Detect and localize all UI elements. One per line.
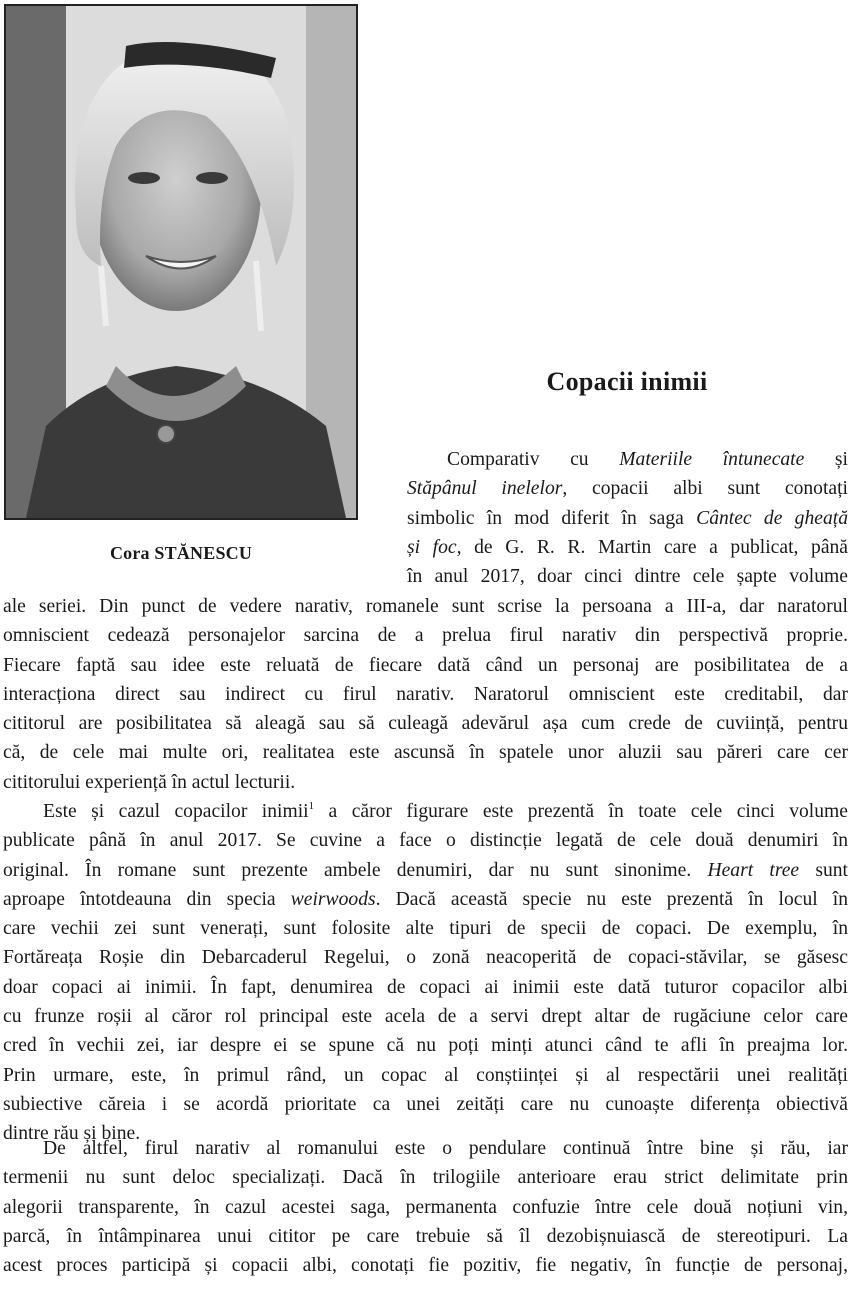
- text-segment: publicate până în anul 2017. Se cuvine a face o distincție legată de cele două denumiri în: [3, 830, 848, 852]
- text-line: [3, 680, 848, 709]
- author-name: Cora STĂNESCU: [109, 543, 253, 563]
- text-segment: omniscient cedează personajelor sarcina de a prelua firul narativ din perspectivă proprie.: [3, 625, 848, 647]
- paragraph-2: [3, 797, 848, 1149]
- text-segment: cu frunze roșii al căror rol principal este acela de a servi drept altar de rugăciune celor care: [3, 1006, 848, 1028]
- text-segment: dintre rău și bine.: [3, 1123, 141, 1145]
- text-segment: Stăpânul inelelor: [407, 478, 563, 500]
- text-segment: parcă, în întâmpinarea unui cititor pe care trebuie să îl dezobișnuiască de stereotipuri. La: [3, 1225, 848, 1247]
- text-segment: acest proces participă și copacii albi, conotați fie pozitiv, fie negativ, în funcție de personaj,: [3, 1255, 848, 1277]
- text-segment: Materiile întunecate: [619, 449, 805, 470]
- text-line: [407, 504, 848, 533]
- text-segment: și foc,: [407, 536, 462, 558]
- text-line: [3, 943, 848, 972]
- text-segment: ale seriei. Din punct de vedere narativ, romanele sunt scrise la persoana a III-a, dar naratorul: [3, 596, 848, 617]
- footnote-marker: 1: [308, 800, 315, 812]
- text-segment: cred în vechii zei, iar despre ei se spune că nu poți minți atunci când te afli în preajma lor.: [3, 1035, 848, 1057]
- text-segment: Este și cazul copacilor inimii: [43, 801, 309, 822]
- text-segment: în anul 2017, doar cinci dintre cele șapte volume: [407, 566, 848, 588]
- text-segment: Cântec de gheață: [696, 507, 848, 529]
- text-line: [407, 474, 848, 503]
- text-line: [3, 1061, 848, 1090]
- text-segment: că, de cele mai multe ori, realitatea este ascunsă în spatele unor aluzii sau păreri care cer: [3, 742, 848, 764]
- text-segment: Heart tree: [707, 859, 800, 881]
- text-line: [407, 533, 848, 562]
- paragraph-3: [3, 1134, 848, 1280]
- text-line: [3, 1134, 848, 1163]
- text-line: [3, 885, 848, 914]
- text-line: [3, 621, 848, 650]
- text-segment: original. În romane sunt prezente ambele denumiri, dar nu sunt sinonime.: [3, 859, 708, 881]
- text-line: [3, 709, 848, 738]
- text-segment: Fortăreața Roșie din Debarcaderul Regelui, o zonă neacoperită de copaci-stăvilar, se găsesc: [3, 947, 848, 969]
- text-line: [3, 797, 848, 826]
- text-segment: termenii nu sunt deloc specializați. Dacă în trilogiile anterioare erau strict delimitate prin: [3, 1167, 848, 1189]
- text-segment: cititorul are posibilitatea să aleagă sau să culeagă adevărul așa cum crede de cuviință, pentru: [3, 713, 848, 735]
- text-line: [3, 914, 848, 943]
- text-segment: simbolic în mod diferit în saga: [407, 507, 697, 529]
- text-line: [3, 738, 848, 767]
- text-segment: subiective căreia i se acordă prioritate ca unei zeități care nu cunoaște diferența obiectivă: [3, 1093, 848, 1115]
- text-line: [3, 768, 848, 797]
- text-segment: cititorului experiență în actul lecturii.: [3, 771, 296, 793]
- text-line: [3, 856, 848, 885]
- text-line: [407, 445, 848, 474]
- text-line: [3, 1163, 848, 1192]
- text-segment: interacționa direct sau indirect cu firul narativ. Naratorul omniscient este creditabil, dar: [3, 683, 848, 705]
- text-segment: a căror figurare este prezentă în toate cele cinci volume: [314, 801, 848, 822]
- text-line: [3, 826, 848, 855]
- text-segment: Prin urmare, este, în primul rând, un copac al conștiinței și al respectării unei realități: [3, 1064, 848, 1086]
- text-segment: și: [804, 449, 848, 470]
- text-segment: alegorii transparente, în cazul acestei saga, permanenta confuzie între cele două noțiuni vin,: [3, 1196, 848, 1218]
- text-line: [3, 1090, 848, 1119]
- text-segment: care vechii zei sunt venerați, sunt folosite alte tipuri de specii de copaci. De exemplu, în: [3, 918, 848, 940]
- paragraph-1-wrapped: [407, 445, 848, 591]
- text-segment: , copacii albi sunt conotați: [562, 478, 848, 500]
- text-line: [3, 651, 848, 680]
- text-segment: aproape întotdeauna din specia: [3, 888, 291, 910]
- text-line: [3, 1251, 848, 1280]
- text-segment: . Dacă această specie nu este prezentă în locul în: [375, 888, 849, 910]
- text-line: [3, 1193, 848, 1222]
- author-portrait: [4, 4, 358, 520]
- text-line: [3, 973, 848, 1002]
- text-line: [3, 1002, 848, 1031]
- text-line: [407, 562, 848, 591]
- text-segment: De altfel, firul narativ al romanului este o pendulare continuă între bine și rău, iar: [43, 1138, 848, 1159]
- text-segment: Fiecare faptă sau idee este reluată de fiecare dată când un personaj are posibilitatea de a: [3, 654, 848, 676]
- text-line: [3, 1031, 848, 1060]
- text-segment: weirwoods: [290, 888, 376, 910]
- text-line: [3, 1222, 848, 1251]
- paragraph-1-continued: [3, 592, 848, 797]
- portrait-image: [6, 6, 356, 518]
- text-line: [3, 592, 848, 621]
- text-segment: doar copaci ai inimii. În fapt, denumirea de copaci ai inimii este dată tuturor copacilor albi: [3, 976, 848, 998]
- article-title: Copacii inimii: [546, 367, 708, 397]
- text-segment: sunt: [799, 859, 848, 881]
- text-segment: Comparativ cu: [447, 449, 620, 470]
- text-segment: de G. R. R. Martin care a publicat, până: [461, 536, 849, 558]
